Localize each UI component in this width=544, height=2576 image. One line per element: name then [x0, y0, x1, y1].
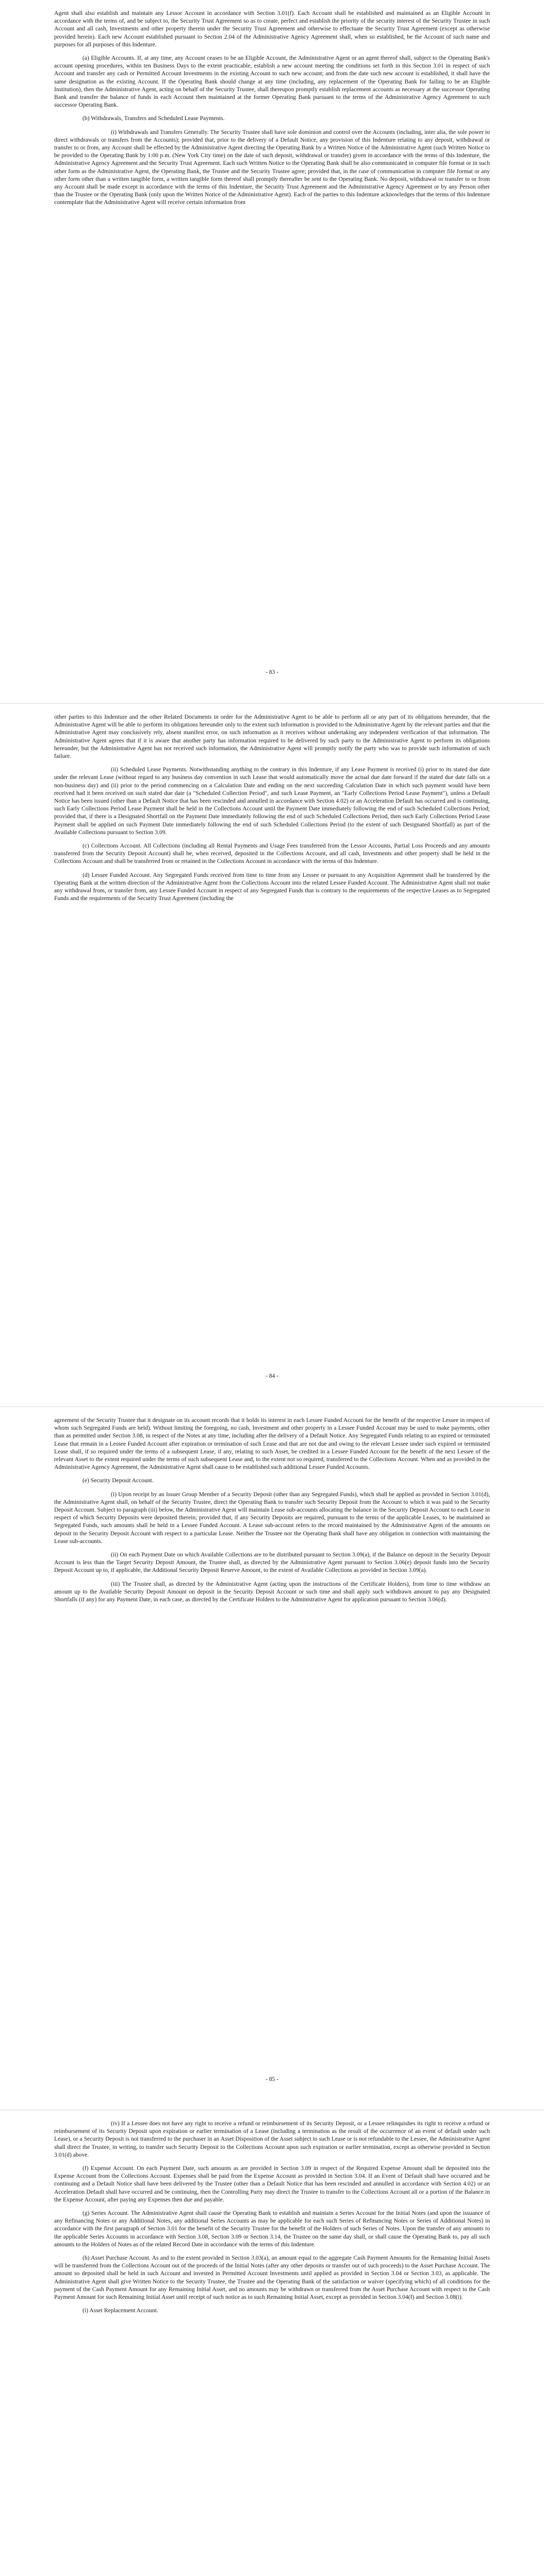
paragraph-lessee-funded-account: (d) Lessee Funded Account. Any Segregated Funds received from time to time from any Lessee or pursuant to any Acquisition Agreement shall be transferred by the Operating Bank at the written direction of the Administrative Agent from the Collections Account into the related Lessee Funded Account. The Administrative Agent shall not make any withdrawal from, or transfer from, any Lessee Funded Account in respect of any Segregated Funds that is contrary to the requirements of the respective Leases as to Segregated Funds and the requirements of the Security Trust Agreement (including the	[54, 871, 490, 902]
paragraph-security-deposit-ii: (ii) On each Payment Date on which Available Collections are to be distributed pursuant to Section 3.09(a), if the Balance on deposit in the Security Deposit Account is less than the Target Security Deposit Amount, the Trustee shall, as directed by the Administrative Agent pursuant to Section 3.06(e) deposit funds into the Security Deposit Account up to, if applicable, the Additional Security Deposit Reserve Amount, to the extent of Available Collections as provided in Section 3.09(a).	[54, 1551, 490, 1574]
paragraph-security-deposit-iv: (iv) If a Lessee does not have any right to receive a refund or reimbursement of its Security Deposit, or a Lessee relinquishes its right to receive a refund or reimbursement of its Security Deposit upon expiration or earlier termination of a Lease (including a termination as the result of the occurrence of an event of default under such Lease), or a Security Deposit is not transferred to the purchaser in an Asset Disposition of the Asset subject to such Lease or is not refundable to the Lessee, the Administrative Agent shall direct the Trustee, in writing, to transfer such Security Deposit to the Collections Account upon such expiration or earlier termination, except as otherwise provided in Section 3.01(d) above.	[54, 2120, 490, 2158]
paragraph-eligible-accounts: (a) Eligible Accounts. If, at any time, any Account ceases to be an Eligible Account, the Administrative Agent or an agent thereof shall, subject to the Operating Bank's account opening procedures, within ten Business Days to the extent practicable, establish a new account meeting the conditions set forth in this Section 3.01 in respect of such Account and transfer any cash or Permitted Account Investments in the existing Account to such new account; and from the date such new account is established, it shall have the same designation as the existing Account. If the Operating Bank should change at any time (including, any replacement of the Operating Bank for failing to be an Eligible Institution), then the Administrative Agent, acting on behalf of the Security Trustee, shall thereupon promptly establish replacement accounts as necessary at the successor Operating Bank and transfer the balance of funds in each Account then maintained at the former Operating Bank pursuant to the terms of the Administrative Agency Agreement to such successor Operating Bank.	[54, 55, 490, 109]
section-heading-withdrawals: (b) Withdrawals, Transfers and Scheduled Lease Payments.	[83, 115, 225, 122]
paragraph-continued: agreement of the Security Trustee that it designate on its account records that it holds its interest in each Lessee Funded Account for the benefit of the respective Lessee in respect of whom such Segregated Funds are held). Without limiting the foregoing, no cash, Investment and other property in a Lessee Funded Account may be used to make payments, other than as permitted under Section 3.08, in respect of the Notes at any time, including after the delivery of a Default Notice. Any Segregated Funds relating to an expired or terminated Lease that remain in a Lessee Funded Account after expiration or termination of such Lease and that are not due and owing to the relevant Lessee under such expired or terminated Lease shall, if so required under the terms of a subsequent Lease, if any, relating to such Asset, be credited in a Lessee Funded Account for the benefit of the next Lessee of the relevant Asset to the extent required under the terms of such subsequent Lease and, to the extent not so required, transferred to the Collections Account. When and as provided in the Administrative Agency Agreement, the Administrative Agent shall cause to be established such additional Lessee Funded Accounts.	[54, 1417, 490, 1471]
document-page-83	[0, 0, 544, 703]
paragraph-continued: other parties to this Indenture and the other Related Documents in order for the Administrative Agent to be able to perform all or any part of its obligations hereunder, that the Administrative Agent will be able to perform its obligations hereunder only to the extent such information is provided to the Administrative Agent by the relevant parties and that the Administrative Agent may conclusively rely, absent manifest error, on such information as it receives without undertaking any independent verification of that information. The Administrative Agent agrees that if it is aware that another party has information required to be delivered by such party to the Administrative Agent to perform its obligations hereunder, but the Administrative Agent has not received such information, the Administrative Agent will promptly notify the party who was to provide such information of such failure.	[54, 714, 490, 760]
section-heading-asset-replacement: (i) Asset Replacement Account.	[83, 2307, 158, 2314]
paragraph-security-deposit-i: (i) Upon receipt by an Issuer Group Member of a Security Deposit (other than any Segregated Funds), which shall be applied as provided in Section 3.01(d), the Administrative Agent shall, on behalf of the Security Trustee, direct the Operating Bank to transfer such Security Deposit from the Account to which it was paid to the Security Deposit Account. Subject to paragraph (iii) below, the Administrative Agent will maintain Lease sub-accounts allocating the balance in the Security Deposit Account to each Lease in respect of which Security Deposits were deposited therein; provided that, if any Security Deposits are required, pursuant to the terms of the applicable Leases, to be maintained as Segregated Funds, such amounts shall be held in a Lessee Funded Account. A Lease sub-account refers to the record maintained by the Administrative Agent of the amounts on deposit in the Security Deposit Account with respect to a particular Lease. Neither the Trustee nor the Operating Bank shall have any obligation in connection with maintaining the Lease sub-accounts.	[54, 1490, 490, 1545]
paragraph-collections-account: (c) Collections Account. All Collections (including all Rental Payments and Usage Fees transferred from the Lessor Accounts, Partial Loss Proceeds and any amounts transferred from the Security Deposit Account) shall be, when received, deposited in the Collections Account, and all cash, Investments and other property shall be held in the Collections Account and shall be transferred from or retained in the Collections Account in accordance with the terms of this Indenture.	[54, 842, 490, 865]
paragraph-asset-purchase-account: (h) Asset Purchase Account. As and to the extent provided in Section 3.03(a), an amount equal to the aggregate Cash Payment Amounts for the Remaining Initial Assets will be transferred from the Collections Account out of the proceeds of the Initial Notes (after any other deposits or transfer out of such proceeds) to the Asset Purchase Account. The amount so deposited shall be held in such Account and invested in Permitted Account Investments until applied as provided in Section 3.04 or Section 3.03, as applicable. The Administrative Agent shall give Written Notice to the Security Trustee, the Trustee and the Operating Bank of the satisfaction or waiver (specifying which) of all conditions for the payment of the Cash Payment Amount for any Remaining Initial Asset, and no amounts may be withdrawn or transferred from the Asset Purchase Account with respect to the Cash Payment Amount for such Remaining Initial Asset until receipt of such notice as to such Remaining Initial Asset, except as provided in Section 3.04(f) and Section 3.08(i).	[54, 2255, 490, 2301]
paragraph-series-account: (g) Series Account. The Administrative Agent shall cause the Operating Bank to establish and maintain a Series Account for the Initial Notes (and upon the issuance of any Refinancing Notes or any Additional Notes, any additional Series Accounts as may be applicable for each such Series of Refinancing Notes or Series of Additional Notes) in accordance with the first paragraph of Section 3.01 for the benefit of the Security Trustee for the benefit of the Holders of such Series of Notes. Upon the transfer of any amounts to the applicable Series Accounts in accordance with Section 3.08, Section 3.09 or Section 3.14, the Trustee on the same day shall, or shall cause the Operating Bank to, pay all such amounts to the Holders of Notes as of the related Record Date in accordance with the terms of this Indenture.	[54, 2210, 490, 2248]
paragraph-scheduled-lease-payments: (ii) Scheduled Lease Payments. Notwithstanding anything to the contrary in this Indenture, if any Lease Payment is received (i) prior to its stated due date under the relevant Lease (without regard to any business day convention in such Lease that would automatically move the actual due date forward if the stated due date falls on a non-business day) and (ii) prior to the period commencing on a Calculation Date and ending on the next succeeding Calculation Date in which such payment would have been received had it been received on such stated due date (a "Scheduled Collection Period", and such Lease Payment, an "Early Collections Period Lease Payment"), unless a Default Notice has been issued (other than a Default Notice that has been rescinded and annulled in accordance with Section 4.02) or an Acceleration Default has occurred and is continuing, such Early Collections Period Lease Payment shall be held in the Collections Account until the Payment Date immediately following the end of such Scheduled Collections Period; provided that, if there is a Designated Shortfall on the Payment Date immediately following the end of such Scheduled Collections Period, then such Early Collections Period Lease Payment shall be applied on such Payment Date immediately following the end of such Scheduled Collections Period (to the extent of such Designated Shortfall) as part of the Available Collections pursuant to Section 3.09.	[54, 766, 490, 836]
paragraph-security-deposit-iii: (iii) The Trustee shall, as directed by the Administrative Agent (acting upon the instructions of the Certificate Holders), from time to time withdraw an amount up to the Available Security Deposit Amount on deposit in the Security Deposit Account or such time and shall apply such withdrawn amount to pay any Designated Shortfalls (if any) for any Payment Date, in each case, as directed by the Certificate Holders to the Administrative Agent for application pursuant to Section 3.06(d).	[54, 1580, 490, 1603]
page-number: - 83 -	[265, 669, 279, 675]
paragraph-expense-account: (f) Expense Account. On each Payment Date, such amounts as are provided in Section 3.09 in respect of the Required Expense Amount shall be deposited into the Expense Account from the Collections Account. Expenses shall be paid from the Expense Account as provided in Section 3.04. If an Event of Default shall have occurred and be continuing and a Default Notice shall have been delivered by the Trustee (other than a Default Notice that has been rescinded and annulled in accordance with Section 4.02) or an Acceleration Default shall have occurred and be continuing, then the Controlling Party may direct the Trustee to transfer to the Collections Account all or a portion of the Balance in the Expense Account, after paying any Expenses then due and payable.	[54, 2165, 490, 2203]
document-page-86	[0, 2110, 544, 2576]
paragraph-withdrawals-general: (i) Withdrawals and Transfers Generally. The Security Trustee shall have sole dominion and control over the Accounts (including, inter alia, the sole power to direct withdrawals or transfers from the Accounts); provided that, prior to the delivery of a Default Notice, any provision of this Indenture relating to any deposit, withdrawal or transfer to or from, any Account shall be effected by the Administrative Agent directing the Operating Bank by a Written Notice of the Administrative Agent (such Written Notice to be provided to the Operating Bank by 1:00 p.m. (New York City time) on the date of such deposit, withdrawal or transfer) given in accordance with the terms of this Indenture, the Administrative Agency Agreement and the Security Trust Agreement. Each such Written Notice to the Operating Bank shall be also communicated in computer file format or in such other form as the Administrative Agent, the Operating Bank, the Trustee and the Security Trustee agree; provided that, in the case of communication in computer file format or any other form other than a written tangible form, a written tangible form thereof shall promptly thereafter be sent to the Operating Bank. No deposit, withdrawal or transfer to or from any Account shall be made except in accordance with the terms of this Indenture, the Security Trust Agreement and the Administrative Agency Agreement or by any Person other than the Trustee or the Operating Bank (only upon the Written Notice of the Administrative Agent). Each of the parties to this Indenture acknowledges that the terms of this Indenture contemplate that the Administrative Agent will receive certain information from	[54, 128, 490, 206]
document-page-85	[0, 1407, 544, 2110]
page-number: - 85 -	[265, 2076, 279, 2082]
paragraph-intro: Agent shall also establish and maintain any Lessor Account in accordance with Section 3.01(f). Each Account shall be established and maintained as an Eligible Account in accordance with the terms of, and be subject to, the Security Trust Agreement so as to create, perfect and establish the priority of the security interest of the Security Trustee in such Account and all cash, Investments and other property therein under the Security Trust Agreement and otherwise to effectuate the Security Trust Agreement (except as otherwise provided herein). Each new Account established pursuant to Section 2.04 of the Administrative Agency Agreement shall, when so established, be the Account of such name and purposes for all purposes of this Indenture.	[54, 10, 490, 48]
section-heading-security-deposit: (e) Security Deposit Account.	[83, 1477, 154, 1484]
page-number: - 84 -	[265, 1372, 279, 1379]
document-page-84	[0, 704, 544, 1406]
